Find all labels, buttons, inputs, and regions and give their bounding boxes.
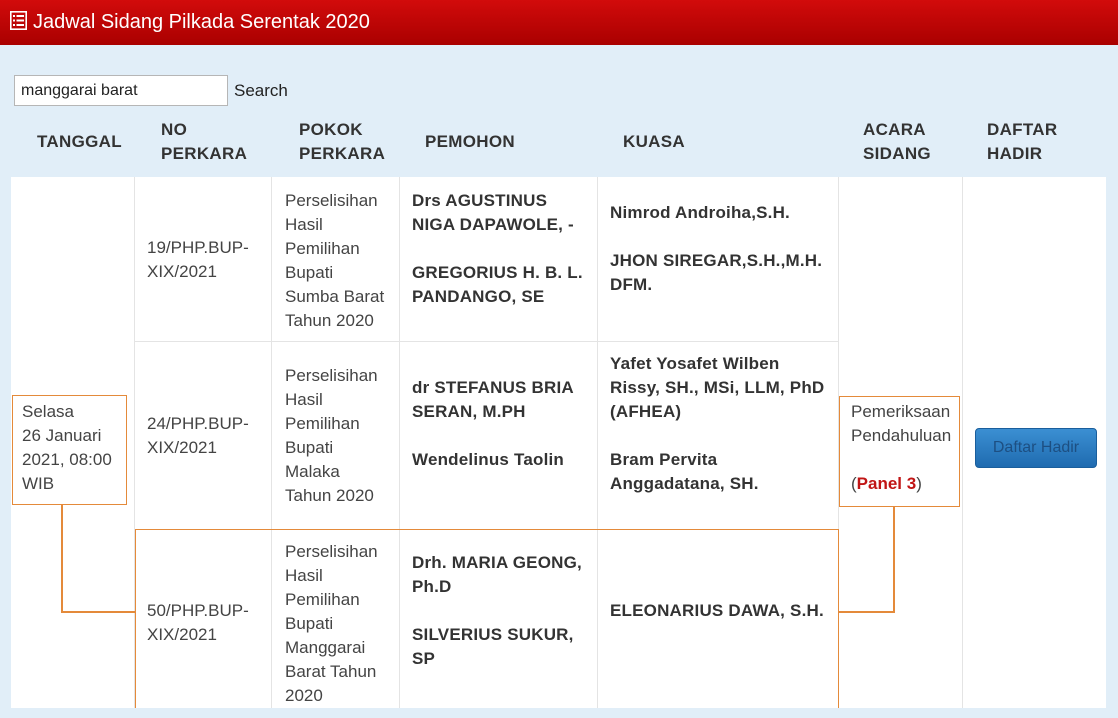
connector-line bbox=[61, 505, 63, 613]
col-header-pemohon: PEMOHON bbox=[425, 132, 515, 151]
col-header-tanggal: TANGGAL bbox=[37, 132, 122, 151]
legal-counsel: Nimrod Androiha,S.H. JHON SIREGAR,S.H.,M.H. DFM. bbox=[610, 203, 823, 294]
col-header-no-perkara: NO PERKARA bbox=[161, 120, 248, 163]
case-number: 50/PHP.BUP- XIX/2021 bbox=[147, 601, 249, 644]
search-label: Search bbox=[234, 81, 288, 100]
column-divider bbox=[962, 177, 963, 708]
connector-line bbox=[61, 611, 136, 613]
legal-counsel: ELEONARIUS DAWA, S.H. bbox=[610, 601, 824, 620]
case-number: 19/PHP.BUP- XIX/2021 bbox=[147, 238, 249, 281]
title-bar bbox=[0, 0, 1118, 45]
daftar-hadir-button[interactable]: Daftar Hadir bbox=[975, 428, 1097, 468]
col-header-acara-sidang: ACARA SIDANG bbox=[863, 120, 931, 163]
page-title: Jadwal Sidang Pilkada Serentak 2020 bbox=[33, 11, 370, 33]
case-subject: Perselisihan Hasil Pemilihan Bupati Manggarai Barat Tahun 2020 bbox=[285, 542, 378, 705]
hearing-date: Selasa 26 Januari 2021, 08:00 WIB bbox=[22, 402, 112, 493]
petitioner: Drs AGUSTINUS NIGA DAPAWOLE, - GREGORIUS H. B. L. PANDANGO, SE bbox=[412, 191, 583, 306]
connector-line bbox=[839, 611, 895, 613]
table-list-icon bbox=[10, 11, 27, 30]
col-header-kuasa: KUASA bbox=[623, 132, 685, 151]
petitioner: Drh. MARIA GEONG, Ph.D SILVERIUS SUKUR, SP bbox=[412, 553, 582, 668]
case-subject: Perselisihan Hasil Pemilihan Bupati Sumba Barat Tahun 2020 bbox=[285, 191, 385, 330]
page-footer-strip bbox=[0, 708, 1118, 718]
case-number: 24/PHP.BUP- XIX/2021 bbox=[147, 414, 249, 457]
case-subject: Perselisihan Hasil Pemilihan Bupati Malaka Tahun 2020 bbox=[285, 366, 378, 505]
row-divider bbox=[134, 341, 838, 342]
legal-counsel: Yafet Yosafet Wilben Rissy, SH., MSi, LLM, PhD (AFHEA) Bram Pervita Anggadatana, SH. bbox=[610, 354, 825, 493]
panel-label: Panel 3 bbox=[856, 474, 917, 493]
petitioner: dr STEFANUS BRIA SERAN, M.PH Wendelinus Taolin bbox=[412, 378, 574, 469]
col-header-pokok-perkara: POKOK PERKARA bbox=[299, 120, 386, 163]
hearing-agenda: Pemeriksaan Pendahuluan (Panel 3) bbox=[851, 402, 952, 493]
connector-line bbox=[893, 507, 895, 613]
search-input[interactable] bbox=[14, 75, 228, 106]
col-header-daftar-hadir: DAFTAR HADIR bbox=[987, 120, 1058, 163]
